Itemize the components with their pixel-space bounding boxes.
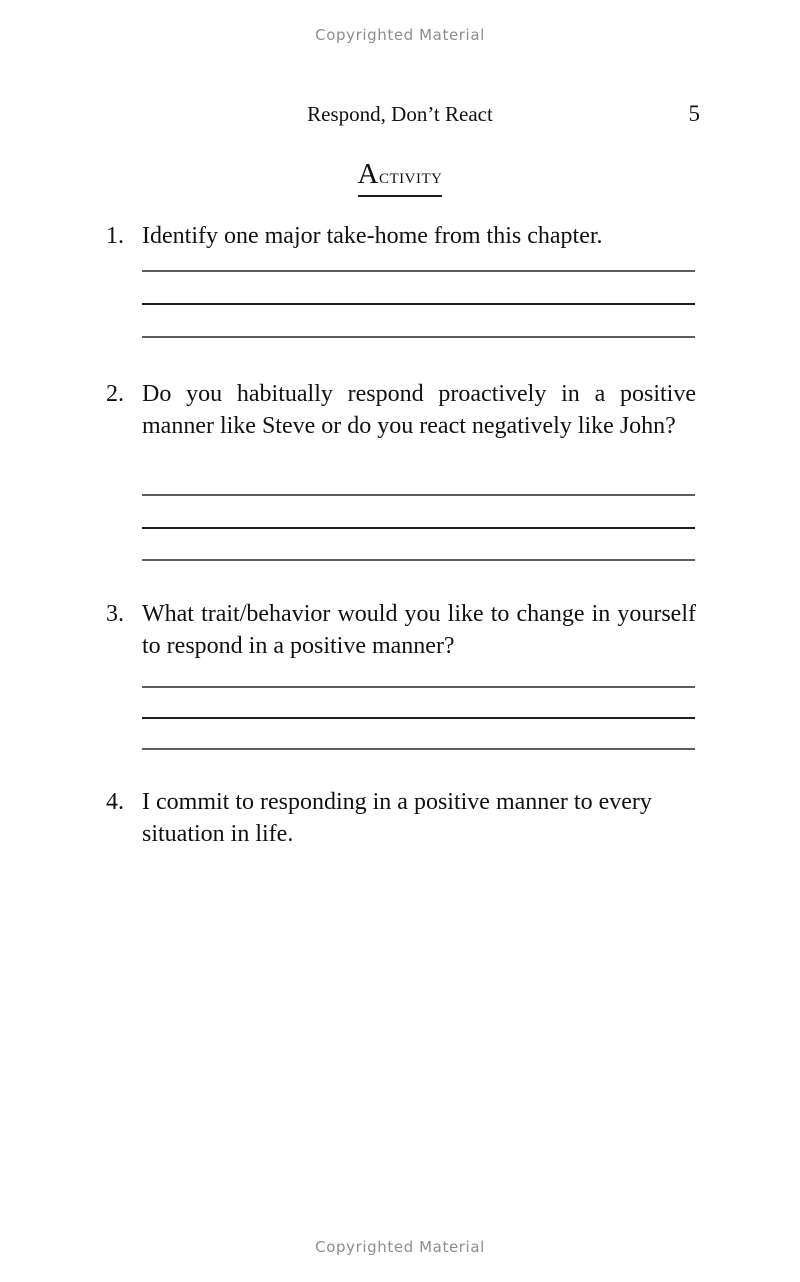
activity-heading (0, 158, 800, 197)
question-text: Identify one major take-home from this chapter. (142, 223, 603, 249)
activity-heading-initial: A (357, 158, 379, 190)
activity-heading-label (358, 158, 443, 197)
running-head (100, 100, 700, 128)
answer-write-line[interactable] (142, 270, 695, 272)
question-item (106, 786, 696, 850)
question-number: 4. (106, 789, 124, 815)
question-item (106, 220, 696, 252)
question-text: Do you habitually respond proactively in a positive manner like Steve or do you react negatively like John? (142, 381, 696, 439)
copyright-watermark-top: Copyrighted Material (315, 26, 485, 44)
chapter-title: Respond, Don’t React (307, 102, 493, 126)
answer-write-line[interactable] (142, 748, 695, 750)
page-number: 5 (688, 101, 700, 126)
activity-heading-rest: ctivity (378, 163, 443, 188)
question-text: I commit to responding in a positive manner to every situation in life. (142, 789, 652, 847)
question-text: What trait/behavior would you like to change in yourself to respond in a positive manner? (142, 601, 696, 659)
copyright-watermark-bottom: Copyrighted Material (315, 1238, 485, 1256)
question-item (106, 378, 696, 442)
question-number: 1. (106, 223, 124, 249)
answer-write-line[interactable] (142, 686, 695, 688)
question-number: 3. (106, 601, 124, 627)
question-number: 2. (106, 381, 124, 407)
answer-write-line[interactable] (142, 527, 695, 529)
answer-write-line[interactable] (142, 336, 695, 338)
answer-write-line[interactable] (142, 494, 695, 496)
answer-write-line[interactable] (142, 303, 695, 305)
answer-write-line[interactable] (142, 717, 695, 719)
answer-write-line[interactable] (142, 559, 695, 561)
question-item (106, 598, 696, 662)
